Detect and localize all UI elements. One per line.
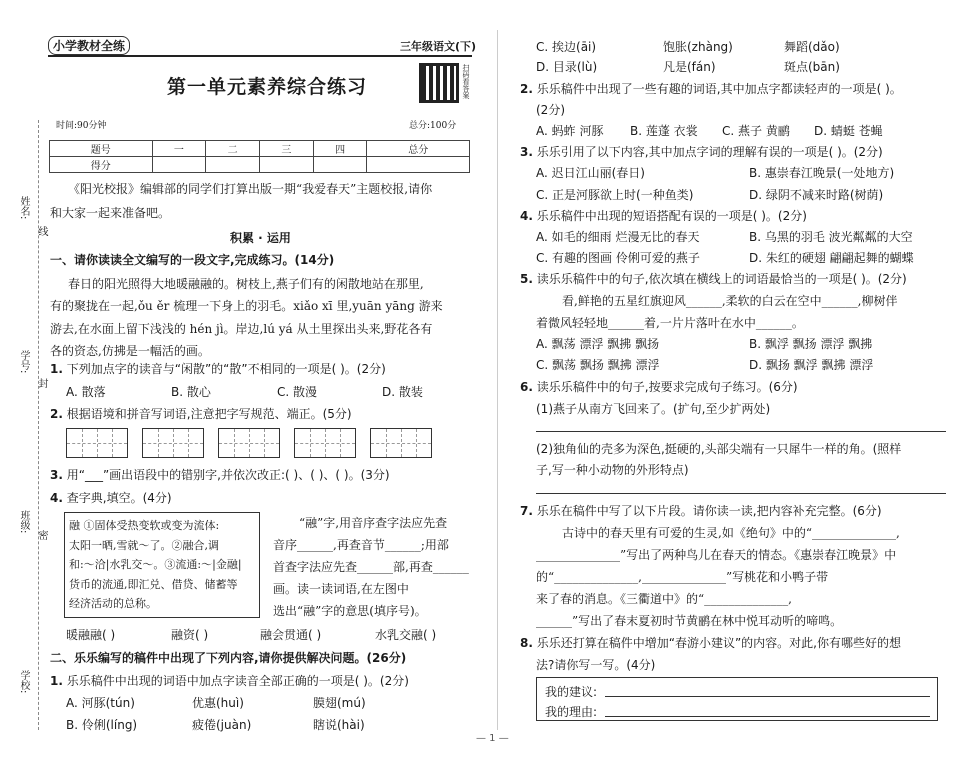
seal-line — [38, 120, 39, 730]
exam-total: 总分:100分 — [409, 121, 457, 131]
cell: 四 — [313, 141, 367, 157]
p2q4-opt-b[interactable]: B. 乌黑的羽毛 波光粼粼的大空 — [749, 230, 913, 244]
p2q2-score: (2分) — [536, 103, 565, 117]
p2q3-opt-c[interactable]: C. 正是河豚欲上时(一种鱼类) — [536, 188, 694, 202]
cell: 得分 — [50, 157, 153, 173]
p2q6-s2-line-1: (2)独角仙的壳多为深色,挺硬的,头部尖端有一只犀牛一样的角。(照样 — [536, 442, 902, 456]
q4-line-3[interactable]: 首查字法应先查______部,再查______ — [273, 560, 469, 574]
p2q1-d2: 凡是(fán) — [663, 60, 716, 74]
p2q1-c1[interactable]: C. 挨边(āi) — [536, 40, 597, 54]
side-line: 线 — [36, 226, 47, 236]
p2q4: 4. 乐乐稿件中出现的短语搭配有误的一项是( )。(2分) — [520, 209, 807, 223]
score-cell[interactable] — [259, 157, 313, 173]
cell: 三 — [259, 141, 313, 157]
score-cell[interactable] — [313, 157, 367, 173]
p2q4-opt-c[interactable]: C. 有趣的图画 伶俐可爱的燕子 — [536, 251, 700, 265]
cell: 一 — [152, 141, 206, 157]
score-cell[interactable] — [152, 157, 206, 173]
passage-line-2: 有的聚拢在一起,ǒu ěr 梳理一下身上的羽毛。xiǎo xī 里,yuān yāng 游来 — [50, 299, 443, 313]
side-secret: 密 — [36, 530, 47, 540]
q1: 1. 下列加点字的读音与“闲散”的“散”不相同的一项是( )。(2分) — [50, 362, 386, 376]
q1-opt-c[interactable]: C. 散漫 — [277, 385, 318, 399]
p2q3: 3. 乐乐引用了以下内容,其中加点字词的理解有误的一项是( )。(2分) — [520, 145, 883, 159]
part2-title: 二、乐乐编写的稿件中出现了下列内容,请你提供解决问题。(26分) — [50, 651, 407, 665]
p2q7-line-1[interactable]: 古诗中的春天里有可爱的生灵,如《绝句》中的“______________, — [562, 526, 900, 540]
cell: 二 — [206, 141, 260, 157]
p2q1-d3: 斑点(bān) — [784, 60, 840, 74]
p2q1-d1[interactable]: D. 目录(lù) — [536, 60, 598, 74]
p2q1-c3: 舞蹈(dǎo) — [784, 40, 840, 54]
grade-label: 三年级语文(下) — [400, 40, 477, 53]
dictionary-box: 融 ①固体受热变软或变为流体: 太阳一晒,雪就～了。②融合,调 和:～洽|水乳交～。③流通:～|金融| 货币的流通,即汇兑、借贷、储蓄等 经济活动的总称。 — [64, 512, 260, 618]
writing-grid[interactable] — [294, 428, 356, 458]
reason-input[interactable] — [605, 716, 930, 717]
q4-line-4: 画。读一读词语,在左图中 — [273, 582, 409, 596]
suggestion-input[interactable] — [605, 696, 930, 697]
writing-grid[interactable] — [370, 428, 432, 458]
p2q5-opt-c[interactable]: C. 飘荡 飘扬 飘拂 漂浮 — [536, 358, 660, 372]
side-student-id: 学号: — [18, 350, 29, 374]
q4-word-1[interactable]: 暖融融( ) — [66, 628, 116, 642]
q2: 2. 根据语境和拼音写词语,注意把字写规范、端正。(5分) — [50, 407, 352, 421]
cell: 总分 — [367, 141, 470, 157]
page-number: — 1 — — [476, 733, 509, 744]
answer-line[interactable] — [536, 493, 946, 494]
p2q6: 6. 读乐乐稿件中的句子,按要求完成句子练习。(6分) — [520, 380, 798, 394]
p2q6-s2-line-2: 子,写一种小动物的外形特点) — [536, 463, 689, 477]
side-class: 班级: — [18, 510, 29, 534]
p2q1-a2: 优惠(huì) — [192, 696, 244, 710]
p2q7-line-5[interactable]: ______”写出了春末夏初时节黄鹂在林中悦耳动听的啼鸣。 — [536, 614, 843, 628]
q4-word-4[interactable]: 水乳交融( ) — [375, 628, 437, 642]
p2q1-b2: 疲倦(juàn) — [192, 718, 252, 732]
section-title: 积累 · 运用 — [230, 231, 291, 245]
q4-line-1: “融”字,用音序查字法应先查 — [299, 516, 448, 530]
brand-logo: 小学教材全练 — [48, 36, 130, 55]
p2q5: 5. 读乐乐稿件中的句子,依次填在横线上的词语最恰当的一项是( )。(2分) — [520, 272, 907, 286]
reason-label: 我的理由: — [545, 705, 598, 719]
writing-grid[interactable] — [218, 428, 280, 458]
score-cell[interactable] — [367, 157, 470, 173]
p2q5-line-1[interactable]: 看,鲜艳的五星红旗迎风______,柔软的白云在空中______,柳树伴 — [562, 294, 898, 308]
p2q5-opt-b[interactable]: B. 飘浮 飘扬 漂浮 飘拂 — [749, 337, 873, 351]
score-cell[interactable] — [206, 157, 260, 173]
suggestion-label: 我的建议: — [545, 685, 598, 699]
p2q2-opt-c[interactable]: C. 燕子 黄鹂 — [722, 124, 790, 138]
answer-line[interactable] — [536, 431, 946, 432]
p2q2: 2. 乐乐稿件中出现了一些有趣的词语,其中加点字都读轻声的一项是( )。 — [520, 82, 902, 96]
side-seal: 封 — [36, 378, 47, 388]
page-title: 第一单元素养综合练习 — [167, 76, 368, 98]
q4-word-3[interactable]: 融会贯通( ) — [260, 628, 322, 642]
qr-code-icon — [419, 63, 459, 103]
p2q7: 7. 乐乐在稿件中写了以下片段。请你读一读,把内容补充完整。(6分) — [520, 504, 882, 518]
q4-line-2[interactable]: 音序______,再查音节______;用部 — [273, 538, 449, 552]
p2q3-opt-a[interactable]: A. 迟日江山丽(春日) — [536, 166, 645, 180]
p2q3-opt-b[interactable]: B. 惠崇春江晚景(一处地方) — [749, 166, 895, 180]
p2q1-a3: 膜翅(mú) — [313, 696, 366, 710]
q1-opt-a[interactable]: A. 散落 — [66, 385, 106, 399]
p2q1-c2: 饱胀(zhàng) — [663, 40, 733, 54]
q1-opt-d[interactable]: D. 散装 — [382, 385, 423, 399]
p2q4-opt-d[interactable]: D. 朱红的硬翅 翩翩起舞的蝴蝶 — [749, 251, 914, 265]
header-rule — [48, 55, 472, 57]
p2q3-opt-d[interactable]: D. 绿阴不减来时路(树荫) — [749, 188, 884, 202]
part1-title: 一、请你读读全文编写的一段文字,完成练习。(14分) — [50, 253, 335, 267]
q3: 3. 用“___”画出语段中的错别字,并依次改正:( )、( )、( )。(3分) — [50, 468, 390, 482]
writing-grid[interactable] — [66, 428, 128, 458]
p2q4-opt-a[interactable]: A. 如毛的细雨 烂漫无比的春天 — [536, 230, 700, 244]
passage-line-3: 游去,在水面上留下浅浅的 hén jì。岸边,lú yá 从土里探出头来,野花各有 — [50, 322, 433, 336]
p2q1-b3: 瞎说(hài) — [313, 718, 365, 732]
p2q1-b1[interactable]: B. 伶俐(líng) — [66, 718, 138, 732]
exam-time: 时间:90分钟 — [56, 121, 107, 131]
p2q2-opt-d[interactable]: D. 蜻蜓 苍蝇 — [814, 124, 883, 138]
score-table — [49, 140, 470, 173]
passage-line-1: 春日的阳光照得大地暖融融的。树枝上,燕子们有的闲散地站在那里, — [68, 277, 424, 291]
q1-opt-b[interactable]: B. 散心 — [171, 385, 211, 399]
q4: 4. 查字典,填空。(4分) — [50, 491, 172, 505]
p2q7-line-2[interactable]: ______________”写出了两种鸟儿在春天的情态。《惠崇春江晚景》中 — [536, 548, 897, 562]
side-name: 姓名: — [18, 196, 29, 220]
p2q5-opt-d[interactable]: D. 飘扬 飘浮 飘拂 漂浮 — [749, 358, 874, 372]
side-school: 学校: — [18, 670, 29, 694]
column-divider — [497, 30, 498, 730]
p2q2-opt-a[interactable]: A. 蚂蚱 河豚 — [536, 124, 604, 138]
p2q2-opt-b[interactable]: B. 莲蓬 衣裳 — [630, 124, 698, 138]
p2q5-line-2[interactable]: 着微风轻轻地______着,一片片落叶在水中______。 — [536, 316, 804, 330]
p2q8: 8. 乐乐还打算在稿件中增加“春游小建议”的内容。对此,你有哪些好的想 — [520, 636, 902, 650]
writing-grid[interactable] — [142, 428, 204, 458]
p2q8-line-2: 法?请你写一写。(4分) — [536, 658, 656, 672]
intro-line-1: 《阳光校报》编辑部的同学们打算出版一期“我爱春天”主题校报,请你 — [68, 182, 433, 196]
q4-line-5: 选出“融”字的意思(填序号)。 — [273, 604, 427, 618]
intro-line-2: 和大家一起来准备吧。 — [50, 206, 171, 220]
p2q6-s1: (1)燕子从南方飞回来了。(扩句,至少扩两处) — [536, 402, 771, 416]
p2q1-a1[interactable]: A. 河豚(tún) — [66, 696, 135, 710]
passage-line-4: 各的资态,仿拂是一幅活的画。 — [50, 344, 210, 358]
p2q1: 1. 乐乐稿件中出现的词语中加点字读音全部正确的一项是( )。(2分) — [50, 674, 409, 688]
cell: 题号 — [50, 141, 153, 157]
qr-caption: 扫码看答案 — [462, 64, 470, 99]
p2q7-line-4[interactable]: 来了春的消息。《三衢道中》的“______________, — [536, 592, 792, 606]
q4-word-2[interactable]: 融资( ) — [171, 628, 209, 642]
p2q5-opt-a[interactable]: A. 飘荡 漂浮 飘拂 飘扬 — [536, 337, 660, 351]
p2q7-line-3[interactable]: 的“______________,______________”写桃花和小鸭子带 — [536, 570, 829, 584]
